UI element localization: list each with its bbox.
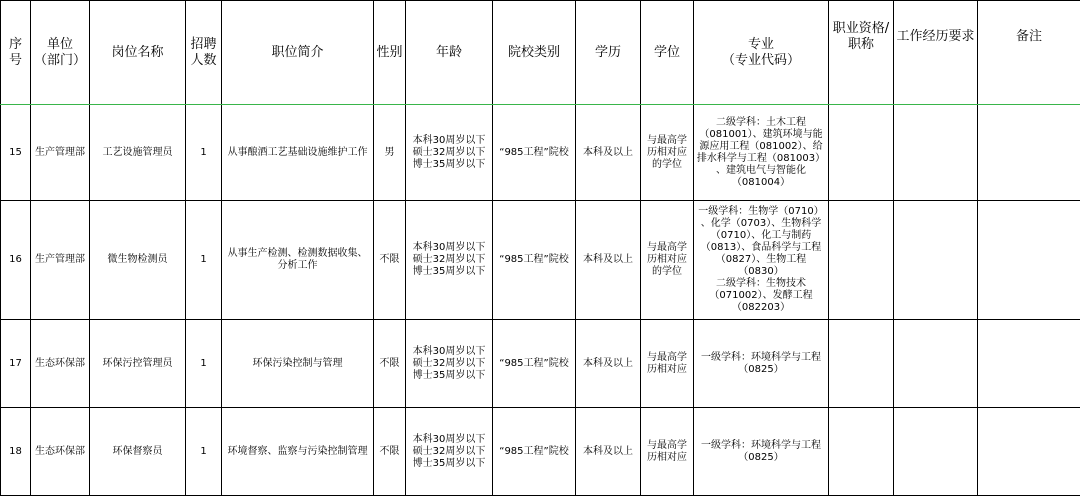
age-line: 本科30周岁以下 [408, 242, 490, 254]
cell-edu: 本科及以上 [576, 320, 641, 408]
major-line: 一级学科：环境科学与工程 [696, 440, 826, 452]
cell-note [978, 201, 1080, 320]
cell-gender: 不限 [374, 408, 406, 496]
cell-age [406, 408, 493, 496]
cell-school: “985工程”院校 [493, 320, 576, 408]
cell-edu: 本科及以上 [576, 408, 641, 496]
cell-gender: 男 [374, 105, 406, 201]
age-line: 本科30周岁以下 [408, 346, 490, 358]
header-unit-line: （部门） [33, 53, 87, 69]
header-edu: 学历 [576, 1, 641, 105]
cell-note [978, 320, 1080, 408]
major-line: 一级学科：生物学（0710） [696, 206, 826, 218]
header-age: 年龄 [406, 1, 493, 105]
cell-degree [641, 201, 694, 320]
age-line: 本科30周岁以下 [408, 434, 490, 446]
major-line: 二级学科：土木工程 [696, 117, 826, 129]
header-major-line: 专业 [696, 37, 826, 53]
header-school: 院校类别 [493, 1, 576, 105]
major-line: （071002）、发酵工程 [696, 290, 826, 302]
cell-unit: 生产管理部 [31, 201, 90, 320]
intro-line: 分析工作 [224, 260, 371, 272]
table-row [1, 201, 1080, 320]
cell-count: 1 [186, 320, 222, 408]
age-line: 博士35周岁以下 [408, 266, 490, 278]
header-qual [829, 1, 894, 105]
cell-count: 1 [186, 201, 222, 320]
degree-line: 与最高学 [643, 135, 691, 147]
age-line: 硕士32周岁以下 [408, 358, 490, 370]
cell-post: 环保污控管理员 [90, 320, 186, 408]
header-qual-line: 职称 [831, 37, 891, 53]
degree-line: 历相对应 [643, 364, 691, 376]
header-seq: 序号 [1, 1, 31, 105]
cell-post: 工艺设施管理员 [90, 105, 186, 201]
cell-intro: 环境督察、监察与污染控制管理 [222, 408, 374, 496]
table-row [1, 105, 1080, 201]
header-note: 备注 [978, 1, 1080, 105]
cell-exp [894, 320, 978, 408]
degree-line: 的学位 [643, 159, 691, 171]
major-line: （0813）、食品科学与工程 [696, 242, 826, 254]
major-line: 二级学科：生物技术 [696, 278, 826, 290]
age-line: 本科30周岁以下 [408, 135, 490, 147]
cell-degree [641, 408, 694, 496]
age-line: 硕士32周岁以下 [408, 446, 490, 458]
degree-line: 历相对应 [643, 147, 691, 159]
major-line: 排水科学与工程（081003） [696, 153, 826, 165]
header-count-line: 人数 [188, 53, 219, 69]
header-row [1, 1, 1080, 105]
cell-edu: 本科及以上 [576, 105, 641, 201]
cell-qual [829, 201, 894, 320]
cell-seq: 17 [1, 320, 31, 408]
age-line: 博士35周岁以下 [408, 370, 490, 382]
cell-intro: 从事酿酒工艺基础设施维护工作 [222, 105, 374, 201]
cell-major [694, 105, 829, 201]
cell-unit: 生态环保部 [31, 408, 90, 496]
header-exp: 工作经历要求 [894, 1, 978, 105]
header-count-line: 招聘 [188, 37, 219, 53]
cell-qual [829, 105, 894, 201]
cell-major [694, 201, 829, 320]
cell-note [978, 105, 1080, 201]
degree-line: 历相对应 [643, 254, 691, 266]
cell-school: “985工程”院校 [493, 201, 576, 320]
cell-count: 1 [186, 408, 222, 496]
intro-line: 从事生产检测、检测数据收集、 [224, 248, 371, 260]
degree-line: 与最高学 [643, 352, 691, 364]
major-line: 、化学（0703）、生物科学 [696, 218, 826, 230]
cell-note [978, 408, 1080, 496]
header-degree: 学位 [641, 1, 694, 105]
major-line: （082203） [696, 302, 826, 314]
major-line: （0825） [696, 452, 826, 464]
cell-seq: 16 [1, 201, 31, 320]
cell-school: “985工程”院校 [493, 408, 576, 496]
major-line: （0830） [696, 266, 826, 278]
major-line: （0710）、化工与制药 [696, 230, 826, 242]
age-line: 博士35周岁以下 [408, 458, 490, 470]
cell-qual [829, 320, 894, 408]
cell-intro: 环保污染控制与管理 [222, 320, 374, 408]
cell-major [694, 408, 829, 496]
major-line: （0827）、生物工程 [696, 254, 826, 266]
cell-exp [894, 408, 978, 496]
degree-line: 与最高学 [643, 440, 691, 452]
cell-intro [222, 201, 374, 320]
header-major [694, 1, 829, 105]
cell-unit: 生态环保部 [31, 320, 90, 408]
table-row [1, 320, 1080, 408]
degree-line: 历相对应 [643, 452, 691, 464]
cell-age [406, 105, 493, 201]
degree-line: 与最高学 [643, 242, 691, 254]
cell-major [694, 320, 829, 408]
cell-exp [894, 105, 978, 201]
cell-seq: 15 [1, 105, 31, 201]
cell-count: 1 [186, 105, 222, 201]
header-major-line: （专业代码） [696, 53, 826, 69]
age-line: 硕士32周岁以下 [408, 254, 490, 266]
cell-age [406, 320, 493, 408]
major-line: 一级学科：环境科学与工程 [696, 352, 826, 364]
header-gender: 性别 [374, 1, 406, 105]
cell-exp [894, 201, 978, 320]
cell-unit: 生产管理部 [31, 105, 90, 201]
table-row [1, 408, 1080, 496]
cell-qual [829, 408, 894, 496]
major-line: （081004） [696, 177, 826, 189]
header-count [186, 1, 222, 105]
major-line: （081001）、建筑环境与能 [696, 129, 826, 141]
header-qual-line: 职业资格/ [831, 21, 891, 37]
major-line: 源应用工程（081002）、给 [696, 141, 826, 153]
header-post: 岗位名称 [90, 1, 186, 105]
cell-age [406, 201, 493, 320]
major-line: （0825） [696, 364, 826, 376]
cell-school: “985工程”院校 [493, 105, 576, 201]
header-unit [31, 1, 90, 105]
cell-post: 微生物检测员 [90, 201, 186, 320]
cell-post: 环保督察员 [90, 408, 186, 496]
major-line: 、建筑电气与智能化 [696, 165, 826, 177]
age-line: 硕士32周岁以下 [408, 147, 490, 159]
cell-seq: 18 [1, 408, 31, 496]
age-line: 博士35周岁以下 [408, 159, 490, 171]
header-unit-line: 单位 [33, 37, 87, 53]
cell-gender: 不限 [374, 201, 406, 320]
header-intro: 职位简介 [222, 1, 374, 105]
cell-gender: 不限 [374, 320, 406, 408]
cell-degree [641, 320, 694, 408]
degree-line: 的学位 [643, 266, 691, 278]
cell-edu: 本科及以上 [576, 201, 641, 320]
cell-degree [641, 105, 694, 201]
